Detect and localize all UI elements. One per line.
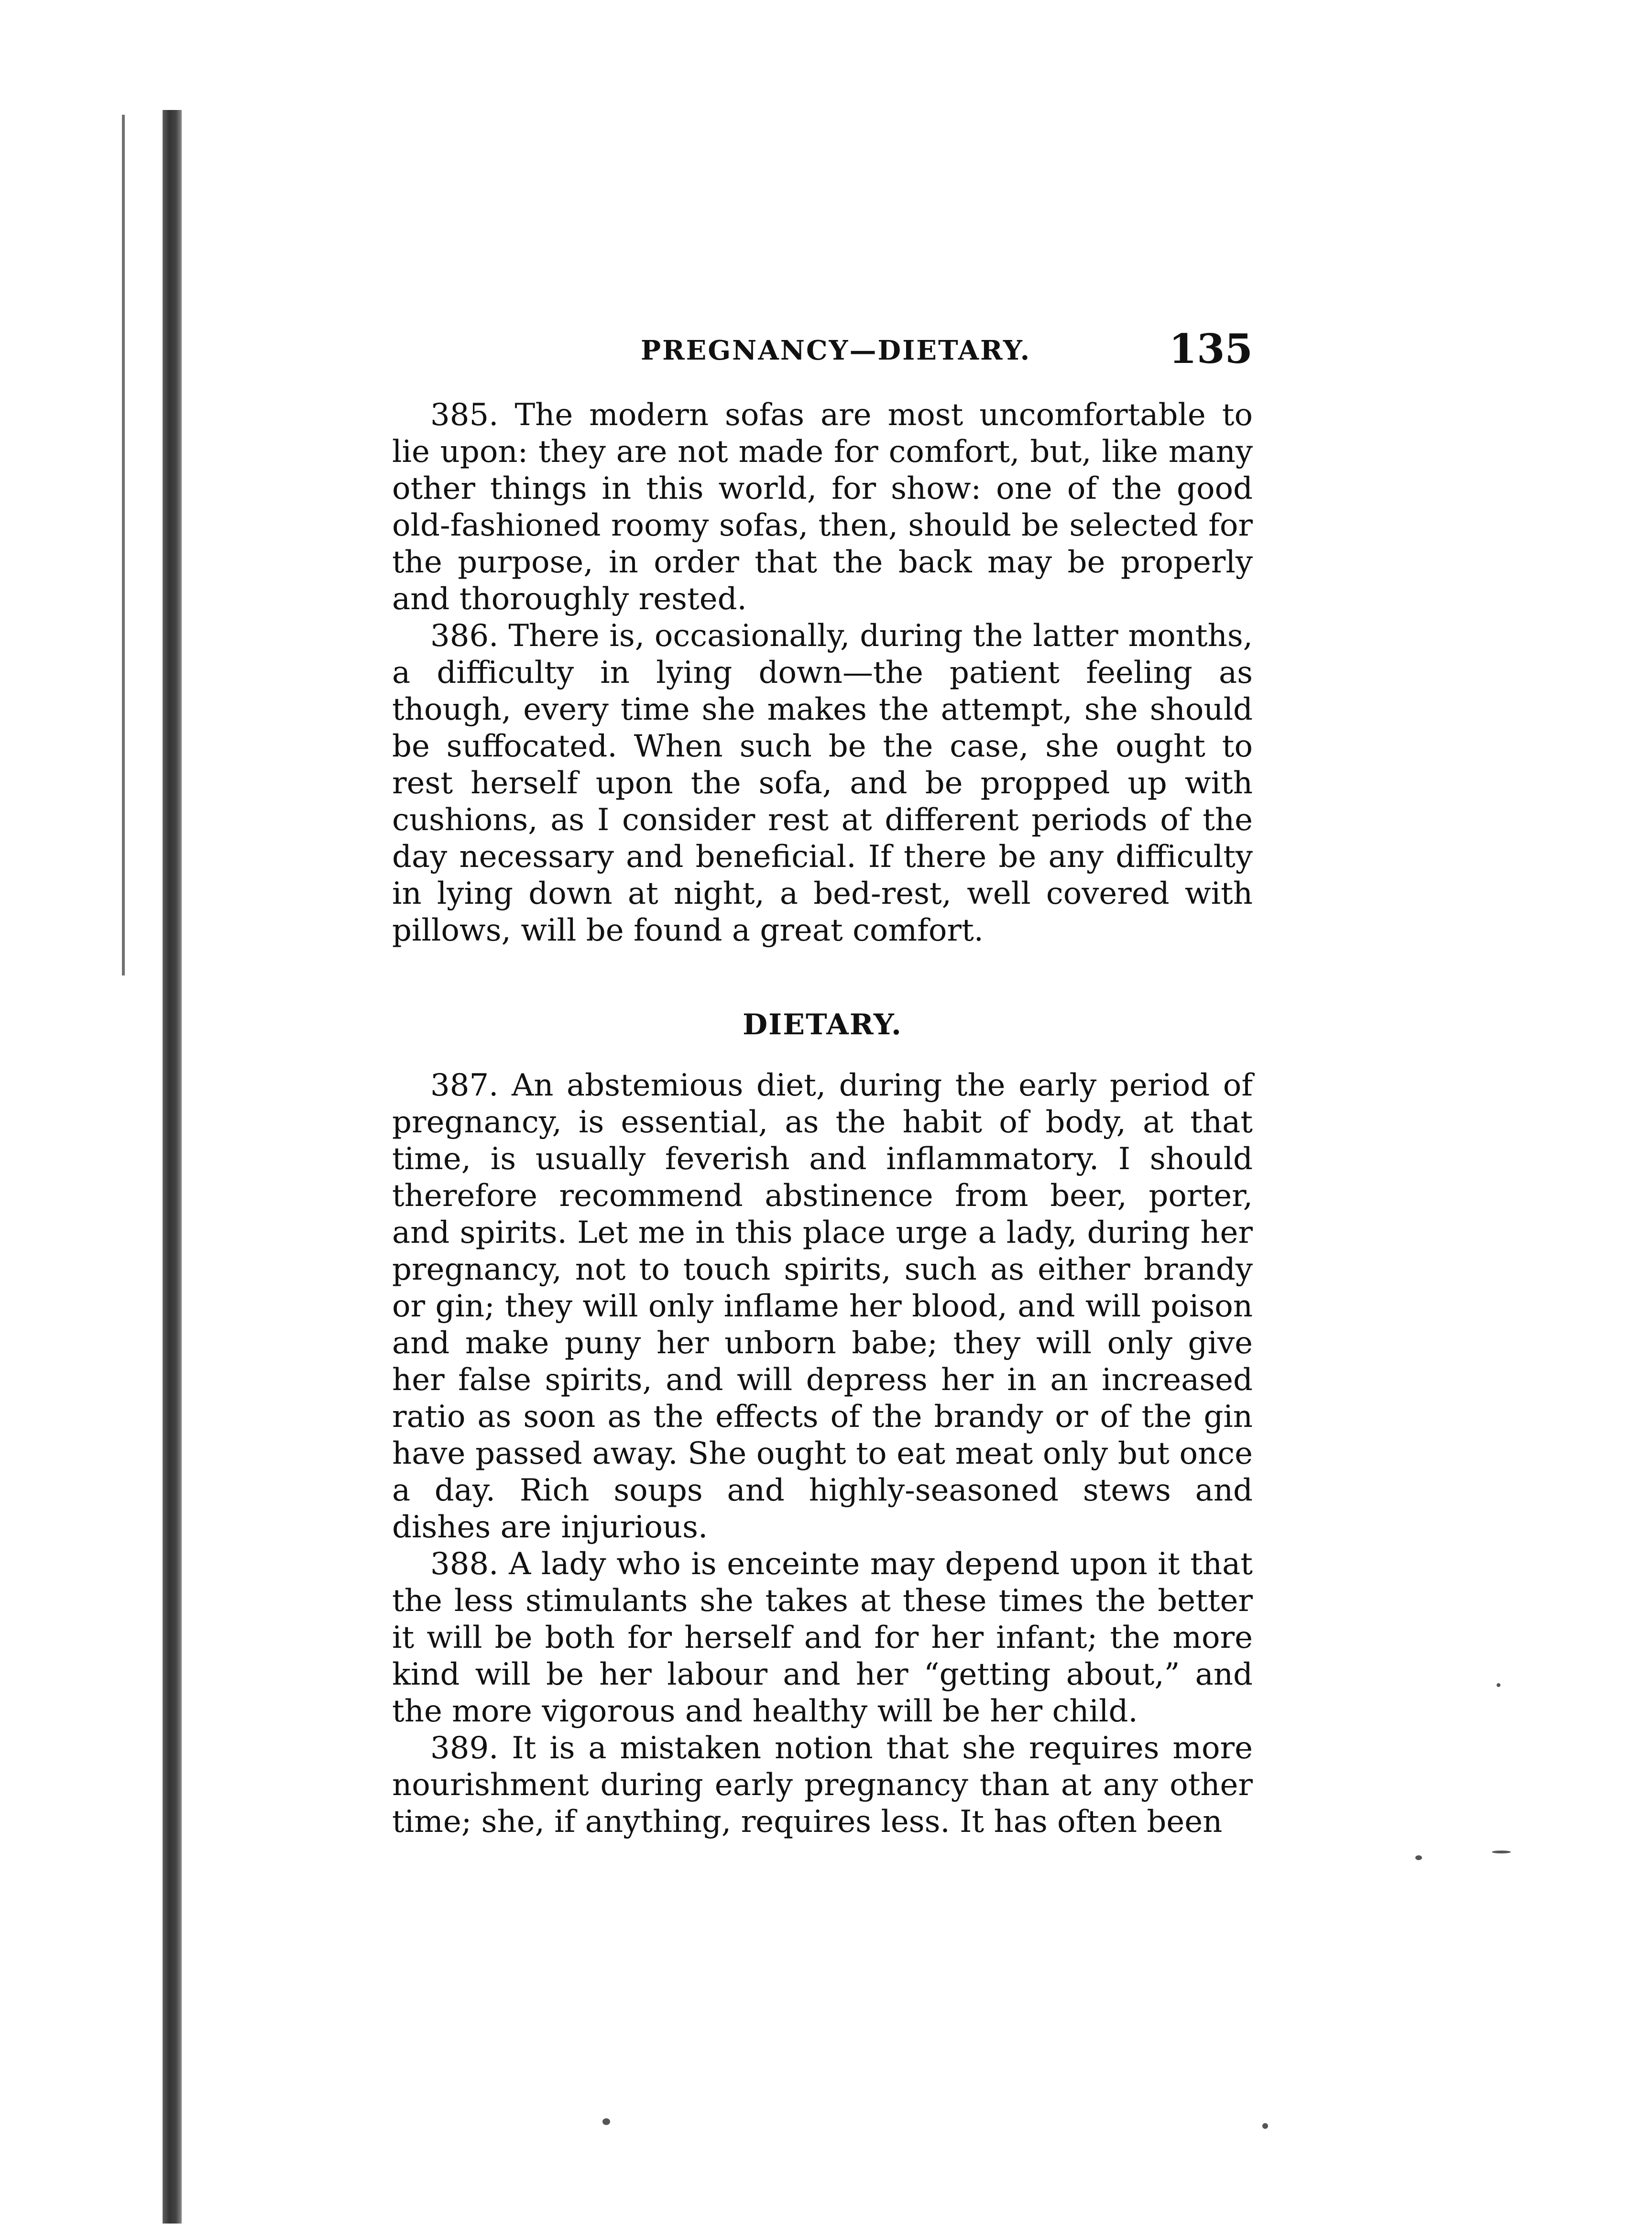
paragraph-385: 385. The modern sofas are most uncomfortable to lie upon: they are not made for comfort, but, like many other things in this world, for show: one of the good old-fashioned roomy sofas, then, should be selected for the purpose, in order that the back may be properly and thoroughly rested. bbox=[392, 397, 1253, 617]
section-heading: DIETARY. bbox=[743, 1008, 902, 1041]
paragraph-387: 387. An abstemious diet, during the early period of pregnancy, is essential, as the habit of body, at that time, is usually feverish and inflammatory. I should therefore recommend abstinence from beer, porter, and spirits. Let me in this place urge a lady, during her pregnancy, not to touch spirits, such as either brandy or gin; they will only inflame her blood, and will poison and make puny her unborn babe; they will only give her false spirits, and will depress her in an increased ratio as soon as the effects of the brandy or of the gin have passed away. She ought to eat meat only but once a day. Rich soups and highly-seasoned stews and dishes are injurious. bbox=[392, 1068, 1253, 1545]
scan-speck bbox=[1415, 1855, 1422, 1860]
scan-speck bbox=[1497, 1683, 1500, 1687]
running-head-title: PREGNANCY—DIETARY. bbox=[641, 335, 1031, 366]
paragraph-386: 386. There is, occasionally, during the latter months, a difficulty in lying down—the patient feeling as though, every time she makes the attempt, she should be suffocated. When such be the case, she ought to rest herself upon the sofa, and be propped up with cushions, as I consider rest at different periods of the day necessary and beneficial. If there be any difficulty in lying down at night, a bed-rest, well covered with pillows, will be found a great comfort. bbox=[392, 618, 1253, 948]
running-head bbox=[392, 325, 1253, 383]
book-binding-shadow bbox=[163, 110, 182, 2224]
book-binding-edge bbox=[122, 115, 125, 975]
paragraph-388: 388. A lady who is enceinte may depend upon it that the less stimulants she takes at these times the better it will be both for herself and for her infant; the more kind will be her labour and her “getting about,” and the more vigorous and healthy will be her child. bbox=[392, 1546, 1253, 1729]
paragraph-389: 389. It is a mistaken notion that she requires more nourishment during early pregnancy than at any other time; she, if anything, requires less. It has often been bbox=[392, 1731, 1253, 1840]
scan-speck bbox=[1492, 1851, 1511, 1853]
scan-speck bbox=[1262, 2123, 1268, 2129]
page-number: 135 bbox=[1169, 325, 1253, 372]
page-body bbox=[392, 397, 1253, 1841]
scan-speck bbox=[602, 2118, 610, 2125]
